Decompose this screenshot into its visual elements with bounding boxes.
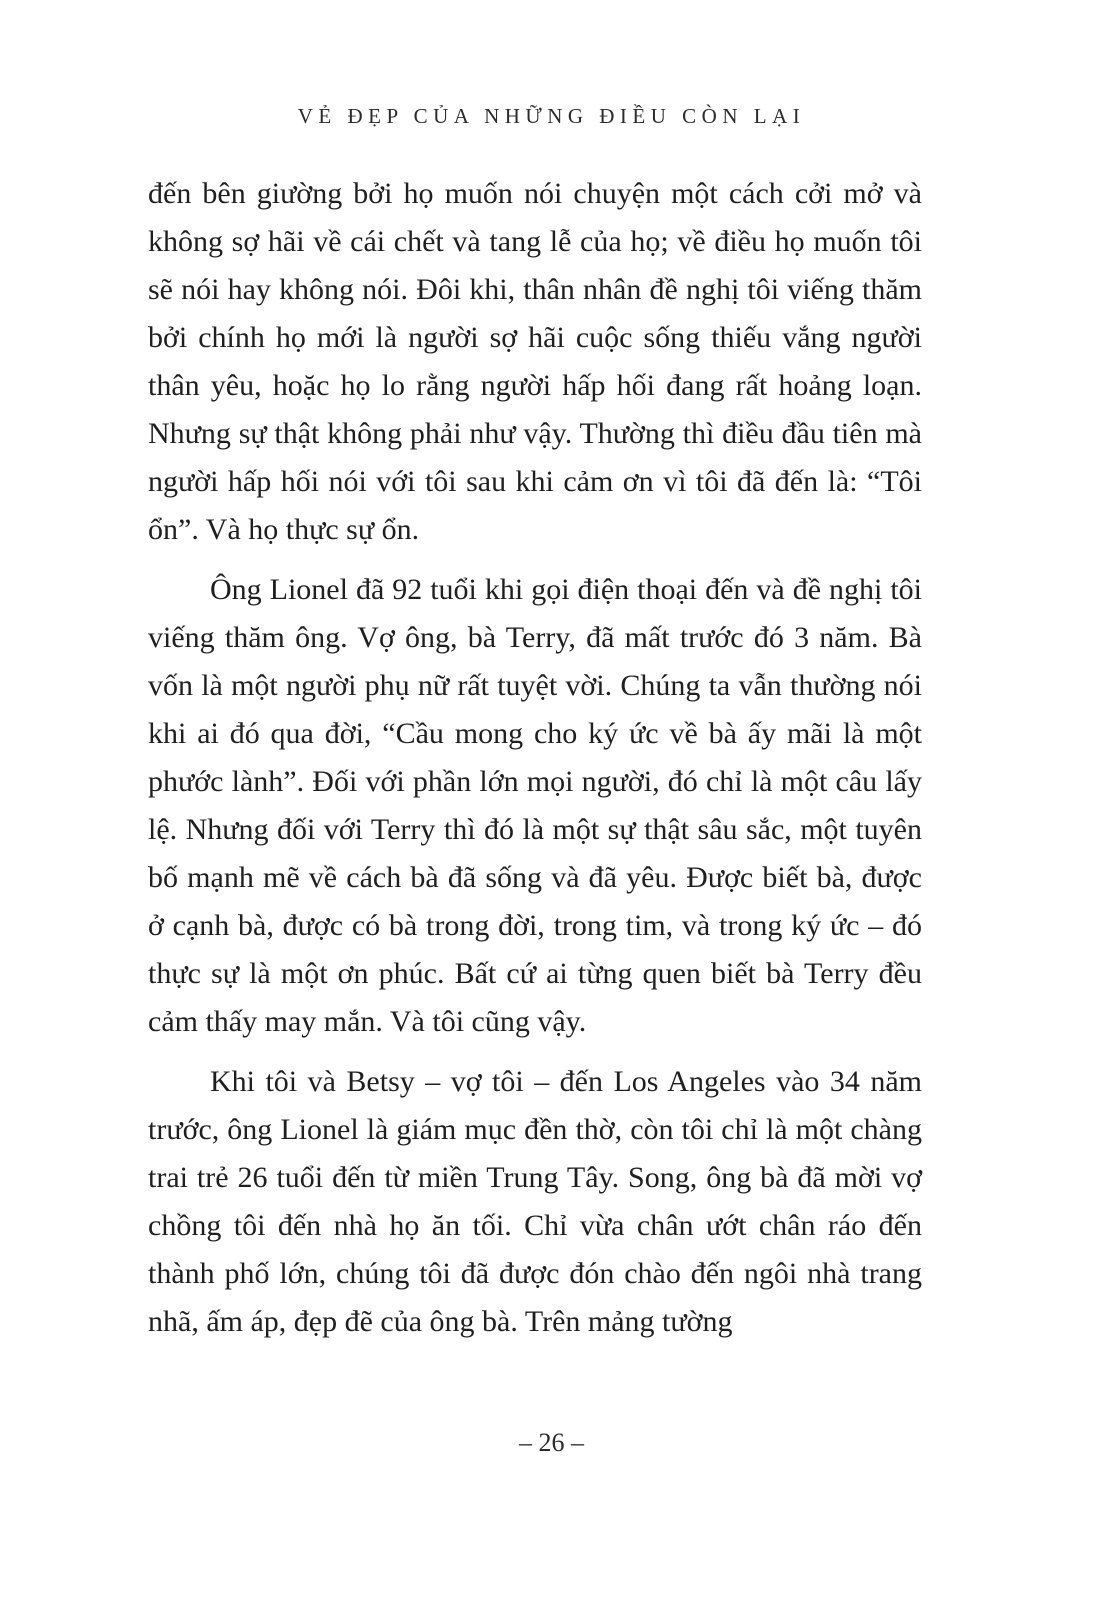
running-header: VẺ ĐẸP CỦA NHỮNG ĐIỀU CÒN LẠI <box>297 104 806 128</box>
paragraph-2: Ông Lionel đã 92 tuổi khi gọi điện thoại đến và đề nghị tôi viếng thăm ông. Vợ ông, bà Terry, đã mất trước đó 3 năm. Bà vốn là một người phụ nữ rất tuyệt vời. Chúng ta vẫn thường nói khi ai đó qua đời, “Cầu mong cho ký ức về bà ấy mãi là một phước lành”. Đối với phần lớn mọi người, đó chỉ là một câu lấy lệ. Nhưng đối với Terry thì đó là một sự thật sâu sắc, một tuyên bố mạnh mẽ về cách bà đã sống và đã yêu. Được biết bà, được ở cạnh bà, được có bà trong đời, trong tim, và trong ký ức – đó thực sự là một ơn phúc. Bất cứ ai từng quen biết bà Terry đều cảm thấy may mắn. Và tôi cũng vậy. <box>148 573 922 1038</box>
paragraph-1: đến bên giường bởi họ muốn nói chuyện một cách cởi mở và không sợ hãi về cái chết và tang lễ của họ; về điều họ muốn tôi sẽ nói hay không nói. Đôi khi, thân nhân đề nghị tôi viếng thăm bởi chính họ mới là người sợ hãi cuộc sống thiếu vắng người thân yêu, hoặc họ lo rằng người hấp hối đang rất hoảng loạn. Nhưng sự thật không phải như vậy. Thường thì điều đầu tiên mà người hấp hối nói với tôi sau khi cảm ơn vì tôi đã đến là: “Tôi ổn”. Và họ thực sự ổn. <box>148 177 922 546</box>
paragraph-3: Khi tôi và Betsy – vợ tôi – đến Los Angeles vào 34 năm trước, ông Lionel là giám mục đền thờ, còn tôi chỉ là một chàng trai trẻ 26 tuổi đến từ miền Trung Tây. Song, ông bà đã mời vợ chồng tôi đến nhà họ ăn tối. Chỉ vừa chân ướt chân ráo đến thành phố lớn, chúng tôi đã được đón chào đến ngôi nhà trang nhã, ấm áp, đẹp đẽ của ông bà. Trên mảng tường <box>148 1065 922 1338</box>
page-body <box>148 170 922 1358</box>
page-number: – 26 – <box>519 1428 584 1457</box>
